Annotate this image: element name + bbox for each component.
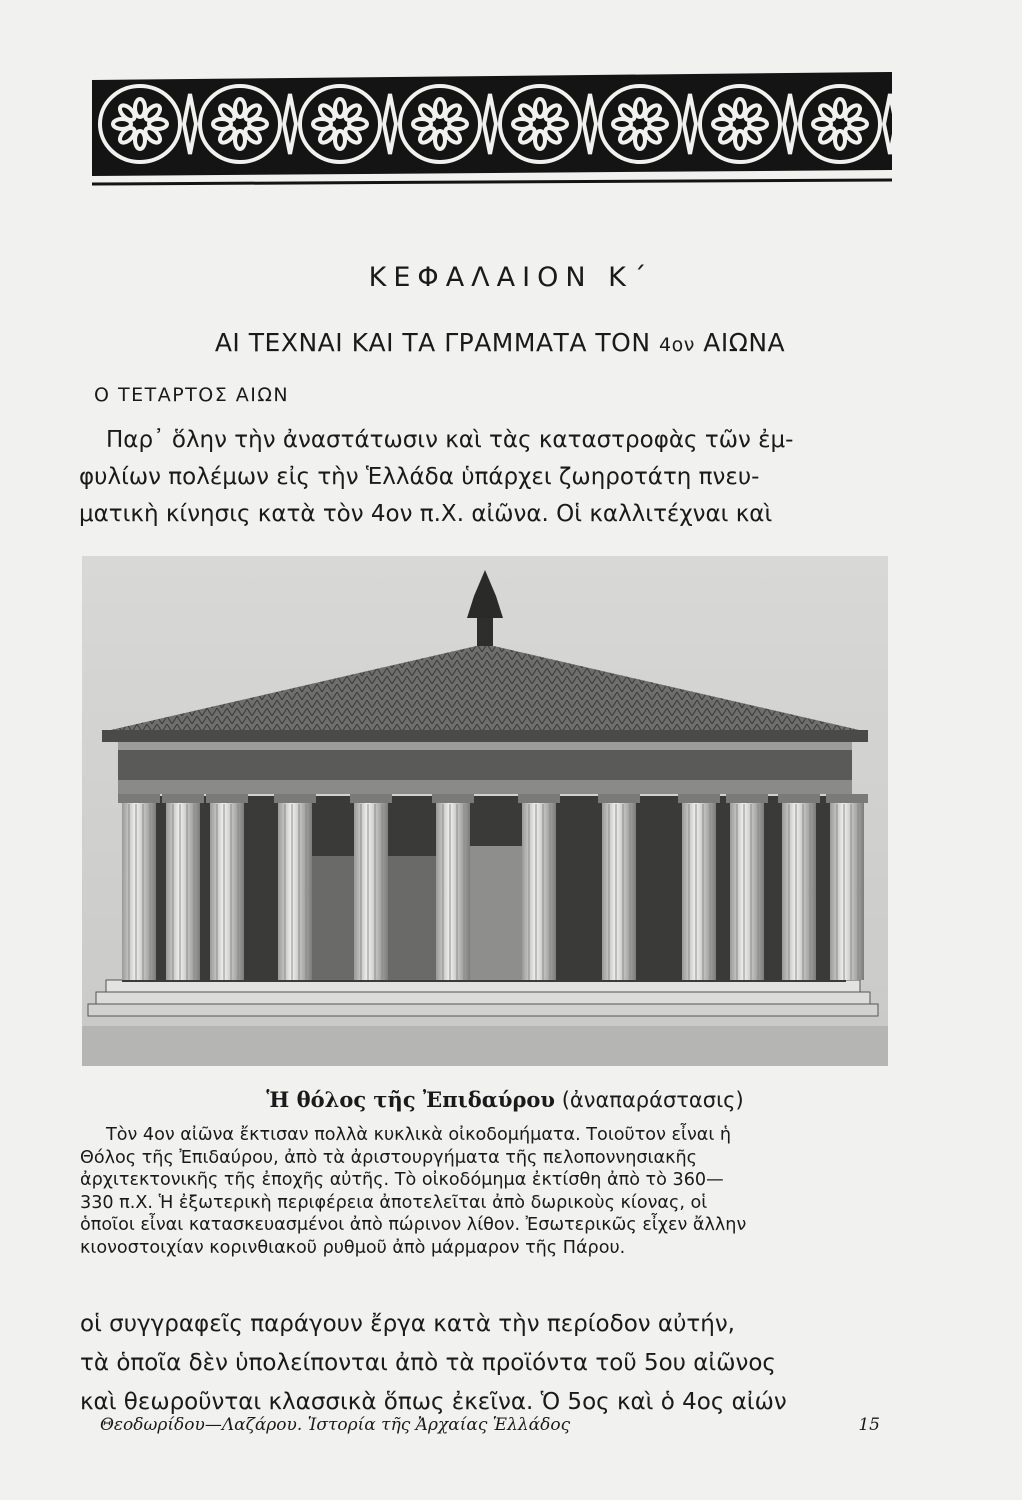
caption-line: κιονοστοιχίαν κορινθιακοῦ ρυθμοῦ ἀπὸ μάρμαρον τῆς Πάρου. (80, 1237, 626, 1258)
chapter-title (0, 328, 1000, 357)
column-capital (518, 794, 560, 803)
caption-line: Θόλος τῆς Ἐπιδαύρου, ἀπὸ τὰ ἀριστουργήματα τῆς πελοποννησιακῆς (80, 1147, 697, 1168)
caption-title-bold: Ἡ θόλος τῆς Ἐπιδαύρου (266, 1087, 556, 1112)
intro-paragraph (79, 422, 896, 533)
paragraph-line: οἱ συγγραφεῖς παράγουν ἔργα κατὰ τὴν περίοδον αὐτήν, (80, 1311, 735, 1337)
column-capital (678, 794, 720, 803)
column-capital (206, 794, 248, 803)
figure-caption-body (80, 1124, 894, 1259)
paragraph-line: τὰ ὁποῖα δὲν ὑπολείπονται ἀπὸ τὰ προϊόντα τοῦ 5ου αἰῶνος (80, 1350, 776, 1376)
column-capital (598, 794, 640, 803)
doric-column (782, 802, 816, 980)
column-capital (726, 794, 768, 803)
page-footer (100, 1415, 880, 1435)
paragraph-line: φυλίων πολέμων εἰς τὴν Ἑλλάδα ὑπάρχει ζωηροτάτη πνευ- (79, 464, 760, 490)
doric-column (210, 802, 244, 980)
doric-column (354, 802, 388, 980)
doric-column (122, 802, 156, 980)
column-capital (162, 794, 204, 803)
column-capital (432, 794, 474, 803)
closing-paragraph (80, 1305, 896, 1422)
column-capital (274, 794, 316, 803)
caption-line: Τὸν 4ον αἰῶνα ἔκτισαν πολλὰ κυκλικὰ οἰκοδομήματα. Τοιοῦτον εἶναι ἡ (106, 1125, 732, 1145)
figure-caption-title (0, 1087, 1010, 1112)
chapter-title-text: ΑΙ ΤΕΧΝΑΙ ΚΑΙ ΤΑ ΓΡΑΜΜΑΤΑ ΤΟΝ (214, 328, 651, 357)
chapter-title-number: 4ον (658, 334, 695, 356)
column-capital (118, 794, 160, 803)
column-capital (350, 794, 392, 803)
doric-column (602, 802, 636, 980)
doric-column (522, 802, 556, 980)
doric-column (278, 802, 312, 980)
tholos-photograph (82, 556, 888, 1066)
paragraph-line: Παρ᾽ ὅλην τὴν ἀναστάτωσιν καὶ τὰς καταστροφὰς τῶν ἐμ- (106, 427, 794, 453)
caption-title-note: (ἀναπαράστασις) (561, 1088, 744, 1112)
doric-column (166, 802, 200, 980)
caption-line: ἀρχιτεκτονικῆς τῆς ἐποχῆς αὐτῆς. Τὸ οἰκοδόμημα ἐκτίσθη ἀπὸ τὸ 360— (80, 1170, 724, 1190)
paragraph-line: καὶ θεωροῦνται κλασσικὰ ὅπως ἐκεῖνα. Ὁ 5ος καὶ ὁ 4ος αἰών (80, 1389, 787, 1415)
doric-column (682, 802, 716, 980)
chapter-label: ΚΕΦΑΛΑΙΟΝ Κ΄ (368, 262, 654, 293)
doric-column (730, 802, 764, 980)
column-capital (826, 794, 868, 803)
decorative-rosette-band (92, 72, 892, 190)
tholos-illustration (82, 556, 888, 1066)
caption-line: ὁποῖοι εἶναι κατασκευασμένοι ἀπὸ πώρινον λίθον. Ἐσωτερικῶς εἶχεν ἄλλην (80, 1215, 747, 1235)
doric-column (830, 802, 864, 980)
caption-line: 330 π.Χ. Ἡ ἐξωτερικὴ περιφέρεια ἀποτελεῖται ἀπὸ δωρικοὺς κίονας, οἱ (80, 1192, 708, 1213)
column-capital (778, 794, 820, 803)
section-heading: Ο ΤΕΤΑΡΤΟΣ ΑΙΩΝ (94, 384, 290, 406)
running-title: Θεοδωρίδου—Λαζάρου. Ἱστορία τῆς Ἀρχαίας Ἑλλάδος (100, 1415, 571, 1435)
paragraph-line: ματικὴ κίνησις κατὰ τὸν 4ον π.Χ. αἰῶνα. Οἱ καλλιτέχναι καὶ (79, 501, 773, 527)
page-number: 15 (858, 1415, 880, 1435)
chapter-title-end: ΑΙΩΝΑ (703, 328, 786, 357)
doric-column (436, 802, 470, 980)
